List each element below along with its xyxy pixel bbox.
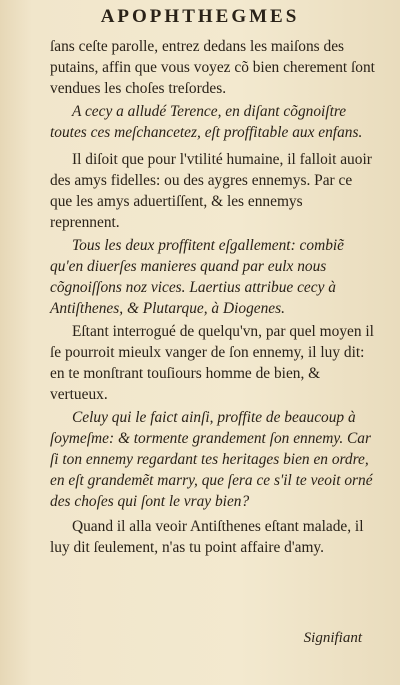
running-head: APOPHTHEGMES xyxy=(100,6,300,27)
paragraph-6: Celuy qui le faict ainſi, proffite de beaucoup à ſoymeſme: & tormente grandement ſon ennemy. Car ſi ton ennemy regardant tes heritages bien en ordre, en eſt grandemẽt marry, que ſera ce s'il te veoit orné des choſes qui ſont le vray bien? xyxy=(50,409,373,510)
paragraph-5: Eſtant interrogué de quelqu'vn, par quel moyen il ſe pourroit mieulx vanger de ſon ennemy, il luy dit: en te monſtrant touſiours homme de bien, & vertueux. xyxy=(50,323,374,403)
paragraph-4: Tous les deux proffitent eſgallement: combiẽ qu'en diuerſes manieres quand par eulx nous cõgnoiſſons noz vices. Laertius attribue cecy à Antiſthenes, & Plutarque, à Diogenes. xyxy=(50,237,344,317)
body-text xyxy=(50,36,375,558)
paragraph-7: Quand il alla veoir Antiſthenes eſtant malade, il luy dit ſeulement, n'as tu point affaire d'amy. xyxy=(50,518,364,556)
paragraph-3: Il diſoit que pour l'vtilité humaine, il falloit auoir des amys fidelles: ou des aygres ennemys. Par ce que les amys aduertiſſent, & les ennemys reprennent. xyxy=(50,151,372,231)
catchword: Signifiant xyxy=(303,630,362,646)
paragraph-2: A cecy a alludé Terence, en diſant cõgnoiſtre toutes ces meſchancetez, eſt proffitable aux enfans. xyxy=(50,103,363,141)
paragraph-1: ſans ceſte parolle, entrez dedans les maiſons des putains, affin que vous voyez cõ bien cherement ſont vendues les choſes treſordes. xyxy=(50,38,375,97)
